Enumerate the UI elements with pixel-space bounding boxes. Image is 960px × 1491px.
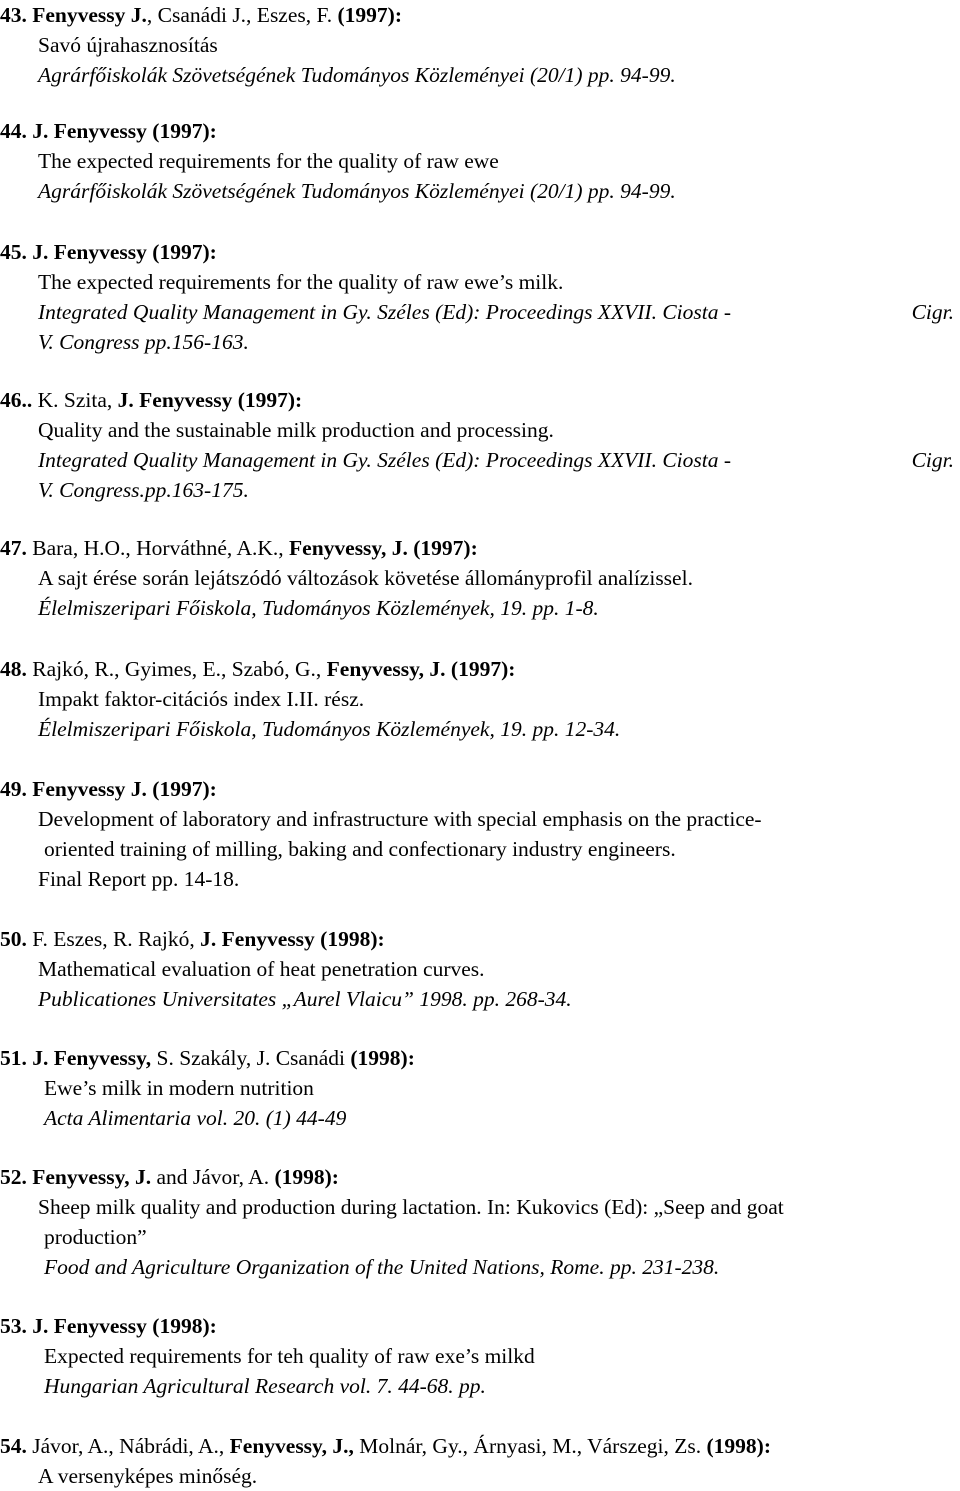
entry-header (0, 0, 402, 30)
entry-number: 54. (0, 1434, 27, 1458)
entry-header (0, 924, 385, 954)
entry-title: A versenyképes minőség. (38, 1464, 258, 1488)
entry-authors: and Jávor, A. (156, 1165, 270, 1189)
entry-authors: K. Szita, (37, 388, 113, 412)
entry-authors: Jávor, A., Nábrádi, A., (32, 1434, 225, 1458)
entry-header (0, 116, 217, 146)
entry-author-bold: Fenyvessy, J., (229, 1434, 354, 1458)
entry-number: 49. (0, 777, 27, 801)
entry-header (0, 1311, 217, 1341)
entry-source-continued: Cigr. (911, 448, 954, 472)
entry-author-bold: J. Fenyvessy (1997): (117, 388, 303, 412)
entry-title: Sheep milk quality and production during lactation. In: Kukovics (Ed): „Seep and goat (38, 1195, 784, 1219)
entry-number: 44. (0, 119, 27, 143)
entry-year: (1997): (152, 777, 217, 801)
entry-authors: Rajkó, R., Gyimes, E., Szabó, G., (32, 657, 322, 681)
entry-title: Expected requirements for teh quality of raw exe’s milkd (44, 1344, 535, 1368)
entry-title: Quality and the sustainable milk production and processing. (38, 418, 554, 442)
entry-source-line2: V. Congress.pp.163-175. (38, 478, 249, 502)
entry-source: Élelmiszeripari Főiskola, Tudományos Közlemények, 19. pp. 12-34. (38, 717, 621, 741)
entry-source: Élelmiszeripari Főiskola, Tudományos Közlemények, 19. pp. 1-8. (38, 596, 599, 620)
entry-year: (1998): (274, 1165, 339, 1189)
entry-authors: F. Eszes, R. Rajkó, (32, 927, 195, 951)
entry-source: Agrárfőiskolák Szövetségének Tudományos Közleményei (20/1) pp. 94-99. (38, 179, 676, 203)
entry-author-bold: Fenyvessy, J. (32, 1165, 152, 1189)
entry-source: Hungarian Agricultural Research vol. 7. 44-68. pp. (44, 1374, 486, 1398)
entry-authors-continued: Molnár, Gy., Árnyasi, M., Várszegi, Zs. (359, 1434, 702, 1458)
entry-title-line2: oriented training of milling, baking and confectionary industry engineers. (44, 837, 676, 861)
entry-header (0, 385, 302, 415)
entry-source: Food and Agriculture Organization of the United Nations, Rome. pp. 231-238. (44, 1255, 720, 1279)
entry-author-bold: J. Fenyvessy (1997): (32, 240, 217, 264)
entry-number: 48. (0, 657, 27, 681)
entry-author-bold: Fenyvessy, J. (289, 536, 408, 560)
entry-header (0, 1043, 415, 1073)
entry-header (0, 237, 217, 267)
entry-header (0, 1162, 339, 1192)
entry-title: The expected requirements for the quality of raw ewe (38, 149, 499, 173)
entry-authors: , Csanádi J., Eszes, F. (146, 3, 333, 27)
entry-title: The expected requirements for the quality of raw ewe’s milk. (38, 270, 564, 294)
entry-source: Agrárfőiskolák Szövetségének Tudományos Közleményei (20/1) pp. 94-99. (38, 63, 676, 87)
entry-year: (1998): (350, 1046, 415, 1070)
entry-title-line2: production” (44, 1225, 147, 1249)
entry-author-bold: J. Fenyvessy (1997): (32, 119, 217, 143)
entry-number: 52. (0, 1165, 27, 1189)
entry-title: Development of laboratory and infrastructure with special emphasis on the practice- (38, 807, 762, 831)
entry-number: 45. (0, 240, 27, 264)
entry-title: Impakt faktor-citációs index I.II. rész. (38, 687, 365, 711)
entry-header (0, 1431, 771, 1461)
entry-source-continued: Cigr. (911, 300, 954, 324)
entry-author-bold: Fenyvessy J. (32, 3, 147, 27)
entry-source: Integrated Quality Management in Gy. Széles (Ed): Proceedings XXVII. Ciosta - (38, 448, 732, 472)
entry-year: (1997): (450, 657, 516, 681)
entry-author-bold: Fenyvessy J. (32, 777, 147, 801)
entry-number: 51. (0, 1046, 27, 1070)
entry-header (0, 533, 478, 563)
entry-source: Publicationes Universitates „Aurel Vlaicu” 1998. pp. 268-34. (38, 987, 572, 1011)
entry-author-bold: J. Fenyvessy, (32, 1046, 152, 1070)
entry-number: 46.. (0, 388, 33, 412)
entry-title: Savó újrahasznosítás (38, 33, 218, 57)
entry-title: A sajt érése során lejátszódó változások követése állományprofil analízissel. (38, 566, 693, 590)
entry-authors: Bara, H.O., Horváthné, A.K., (32, 536, 284, 560)
entry-author-bold: Fenyvessy, J. (326, 657, 446, 681)
entry-authors: S. Szakály, J. Csanádi (156, 1046, 345, 1070)
entry-number: 47. (0, 536, 27, 560)
entry-number: 53. (0, 1314, 27, 1338)
entry-number: 50. (0, 927, 27, 951)
entry-title: Mathematical evaluation of heat penetration curves. (38, 957, 485, 981)
entry-title-line3: Final Report pp. 14-18. (38, 867, 240, 891)
entry-title: Ewe’s milk in modern nutrition (44, 1076, 314, 1100)
entry-author-bold: J. Fenyvessy (1998): (32, 1314, 217, 1338)
entry-year: (1998): (706, 1434, 771, 1458)
entry-source: Integrated Quality Management in Gy. Széles (Ed): Proceedings XXVII. Ciosta - (38, 300, 732, 324)
entry-header (0, 654, 515, 684)
entry-source-line2: V. Congress pp.156-163. (38, 330, 249, 354)
entry-header (0, 774, 217, 804)
entry-number: 43. (0, 3, 27, 27)
entry-author-bold: J. Fenyvessy (1998): (200, 927, 385, 951)
entry-source: Acta Alimentaria vol. 20. (1) 44-49 (44, 1106, 347, 1130)
entry-year: (1997): (413, 536, 478, 560)
entry-year: (1997): (337, 3, 402, 27)
